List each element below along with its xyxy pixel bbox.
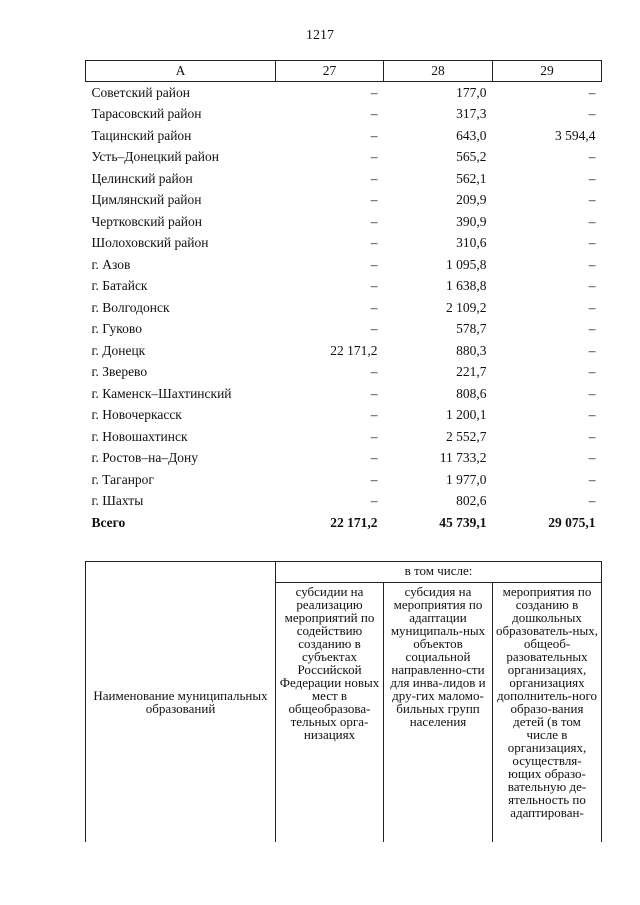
- municipality-name: г. Батайск: [91, 278, 148, 294]
- value-cell: –: [588, 493, 596, 509]
- municipality-name: г. Донецк: [91, 342, 146, 358]
- value-cell: –: [588, 213, 596, 229]
- value-cell: –: [588, 364, 596, 380]
- total-row: [86, 512, 602, 534]
- value-cell: –: [588, 170, 596, 186]
- value-cell: 880,3: [456, 342, 487, 358]
- municipality-name: Чертковский район: [91, 213, 202, 229]
- value-cell: 1 095,8: [446, 256, 487, 272]
- value-cell: –: [588, 84, 596, 100]
- value-cell: 3 594,4: [555, 127, 596, 143]
- col-subsidy-adaptation: субсидия на мероприятия по адаптации муниципаль-ных объектов социальной направленно-сти для инва-лидов и дру-гих маломо-бильных групп населения: [384, 583, 493, 843]
- value-cell: –: [370, 321, 378, 337]
- table-row: [86, 276, 602, 298]
- municipality-name: Целинский район: [91, 170, 193, 186]
- table-row: [86, 211, 602, 233]
- municipality-name: г. Волгодонск: [91, 299, 170, 315]
- total-label: Всего: [91, 515, 126, 530]
- value-cell: –: [370, 299, 378, 315]
- municipality-name: Усть–Донецкий район: [91, 149, 219, 165]
- table-row: [86, 104, 602, 126]
- value-cell: 390,9: [456, 213, 487, 229]
- total-col-28: 45 739,1: [439, 515, 487, 530]
- header-table: [85, 561, 602, 842]
- header-col-27: 27: [276, 61, 384, 82]
- municipality-name: Тарасовский район: [91, 106, 202, 122]
- value-cell: 2 552,7: [446, 428, 487, 444]
- col-measures-disabled-children: мероприятия по созданию в дошкольных образователь-ных, общеоб-разовательных организациях, организациях дополнитель-ного образо-вания детей (в том числе в организациях, осуществля-ющих образо-вательную де-ятельность по адаптирован-: [493, 583, 602, 843]
- table-row: [86, 362, 602, 384]
- municipality-name: г. Ростов–на–Дону: [91, 450, 199, 466]
- total-col-27: 22 171,2: [330, 515, 378, 530]
- municipality-name: Советский район: [91, 84, 190, 100]
- value-cell: 1 638,8: [446, 278, 487, 294]
- value-cell: –: [588, 471, 596, 487]
- header-col-a: А: [86, 61, 276, 82]
- value-cell: –: [370, 256, 378, 272]
- table-row: [86, 448, 602, 470]
- municipality-name: г. Новошахтинск: [91, 428, 188, 444]
- value-cell: –: [370, 192, 378, 208]
- value-cell: –: [588, 256, 596, 272]
- table-row: [86, 405, 602, 427]
- value-cell: –: [370, 364, 378, 380]
- table-row: [86, 190, 602, 212]
- value-cell: –: [588, 278, 596, 294]
- value-cell: 2 109,2: [446, 299, 487, 315]
- value-cell: 177,0: [456, 84, 487, 100]
- value-cell: –: [370, 385, 378, 401]
- value-cell: –: [588, 235, 596, 251]
- value-cell: –: [588, 192, 596, 208]
- value-cell: –: [370, 471, 378, 487]
- header-col-29: 29: [493, 61, 602, 82]
- table-row: [86, 125, 602, 147]
- municipality-name: Тацинский район: [91, 127, 192, 143]
- municipality-name: г. Зверево: [91, 364, 148, 380]
- value-cell: –: [370, 149, 378, 165]
- table-row: [86, 319, 602, 341]
- municipality-name: г. Шахты: [91, 493, 144, 509]
- municipality-name: г. Гуково: [91, 321, 142, 337]
- table-row: [86, 491, 602, 513]
- table-row: [86, 254, 602, 276]
- value-cell: –: [370, 428, 378, 444]
- value-cell: –: [588, 321, 596, 337]
- value-cell: 221,7: [456, 364, 487, 380]
- table-header-row: [86, 61, 602, 82]
- value-cell: 578,7: [456, 321, 487, 337]
- data-table: [85, 60, 602, 534]
- value-cell: –: [370, 278, 378, 294]
- value-cell: –: [370, 84, 378, 100]
- municipality-name: г. Таганрог: [91, 471, 154, 487]
- value-cell: 209,9: [456, 192, 487, 208]
- value-cell: –: [588, 149, 596, 165]
- value-cell: –: [370, 106, 378, 122]
- table-row: [86, 147, 602, 169]
- municipality-name: г. Азов: [91, 256, 131, 272]
- value-cell: 562,1: [456, 170, 487, 186]
- value-cell: 808,6: [456, 385, 487, 401]
- municipalities-header: Наименование муниципальных образований: [86, 562, 276, 843]
- table-row: [86, 82, 602, 104]
- value-cell: –: [370, 235, 378, 251]
- value-cell: –: [370, 213, 378, 229]
- value-cell: 11 733,2: [439, 450, 487, 466]
- value-cell: –: [588, 407, 596, 423]
- municipality-name: Шолоховский район: [91, 235, 209, 251]
- table-row: [86, 233, 602, 255]
- header-col-28: 28: [384, 61, 493, 82]
- value-cell: 565,2: [456, 149, 487, 165]
- table-row: [86, 168, 602, 190]
- value-cell: –: [370, 127, 378, 143]
- value-cell: 1 200,1: [446, 407, 487, 423]
- table-row: [86, 426, 602, 448]
- value-cell: 1 977,0: [446, 471, 487, 487]
- value-cell: 317,3: [456, 106, 487, 122]
- value-cell: 643,0: [456, 127, 487, 143]
- value-cell: 310,6: [456, 235, 487, 251]
- including-header: в том числе:: [276, 562, 602, 583]
- value-cell: –: [588, 450, 596, 466]
- municipality-name: г. Новочеркасск: [91, 407, 182, 423]
- table-row: [86, 340, 602, 362]
- page-number: 1217: [306, 28, 334, 43]
- value-cell: –: [370, 493, 378, 509]
- value-cell: –: [588, 342, 596, 358]
- value-cell: –: [588, 428, 596, 444]
- value-cell: –: [370, 450, 378, 466]
- value-cell: –: [370, 407, 378, 423]
- value-cell: –: [370, 170, 378, 186]
- value-cell: –: [588, 299, 596, 315]
- municipality-name: Цимлянский район: [91, 192, 202, 208]
- value-cell: 22 171,2: [330, 342, 378, 358]
- value-cell: –: [588, 385, 596, 401]
- table-row: [86, 469, 602, 491]
- value-cell: –: [588, 106, 596, 122]
- col-subsidy-new-places: субсидии на реализацию мероприятий по содействию созданию в субъектах Российской Федерации новых мест в общеобразова-тельных орга-низациях: [276, 583, 384, 843]
- value-cell: 802,6: [456, 493, 487, 509]
- municipality-name: г. Каменск–Шахтинский: [91, 385, 232, 401]
- total-col-29: 29 075,1: [548, 515, 596, 530]
- table-row: [86, 383, 602, 405]
- table-row: [86, 297, 602, 319]
